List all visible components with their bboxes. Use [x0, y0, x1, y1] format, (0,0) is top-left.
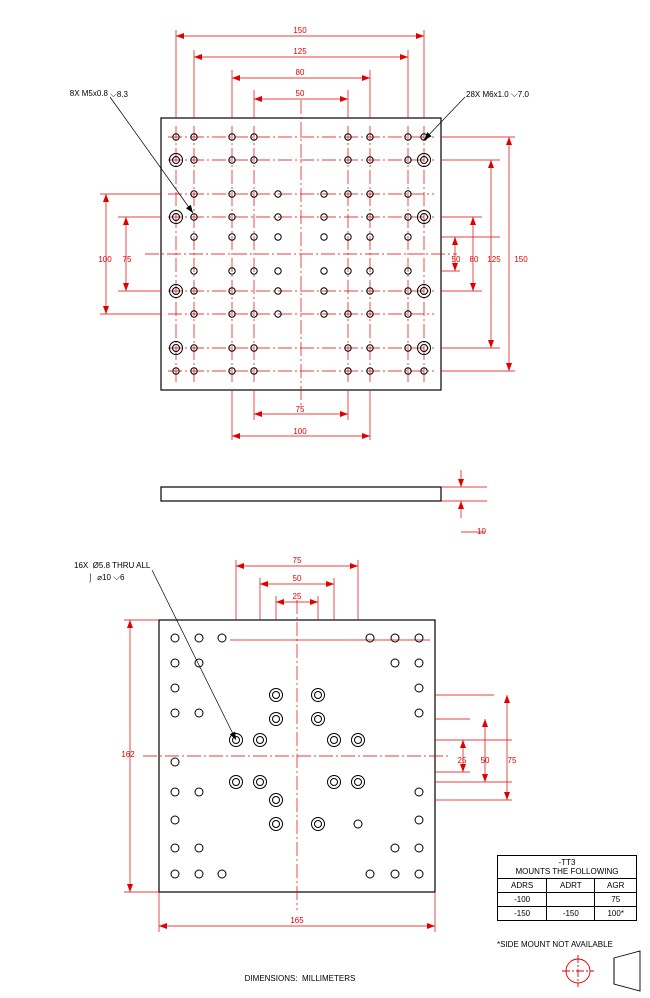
- dim-bv-right-50: 50: [480, 756, 490, 765]
- mounts-table-block: [497, 855, 637, 921]
- dim-left-75: 75: [122, 255, 132, 264]
- dim-bottom-100: 100: [293, 427, 307, 436]
- table-cell: -150: [547, 907, 595, 921]
- dim-top-150: 150: [293, 26, 307, 35]
- callout-thru-holes-line2: ⌡ ⌀10 ⌵6: [88, 572, 125, 582]
- dim-right-80: 80: [469, 255, 479, 264]
- table-cell: -150: [498, 907, 547, 921]
- dim-bottom-75: 75: [295, 405, 305, 414]
- dim-top-80: 80: [295, 68, 305, 77]
- table-header-adrs: ADRS: [498, 879, 547, 893]
- callout-m5-label: 8X M5x0.8: [69, 89, 108, 98]
- dim-bv-right-25: 25: [457, 756, 467, 765]
- table-header-adrt: ADRT: [547, 879, 595, 893]
- dim-bv-right-75: 75: [507, 756, 517, 765]
- table-title-line2: MOUNTS THE FOLLOWING: [498, 867, 637, 879]
- dim-bv-left-162: 162: [121, 750, 135, 759]
- table-cell: 100*: [595, 907, 637, 921]
- first-angle-projection-symbol: [562, 955, 594, 987]
- dim-top-125: 125: [293, 47, 307, 56]
- table-cell: [547, 893, 595, 907]
- table-cell: 75: [595, 893, 637, 907]
- dim-right-150: 150: [514, 255, 528, 264]
- dim-bv-top-75: 75: [292, 556, 302, 565]
- dim-bv-bottom-165: 165: [290, 916, 304, 925]
- side-view-dimensions: [441, 470, 487, 532]
- projection-cone-symbol: [614, 951, 640, 991]
- dim-bv-top-50: 50: [292, 574, 302, 583]
- callout-m6-label: 28X M6x1.0 ⌵7.0: [466, 89, 529, 99]
- table-header-agr: AGR: [595, 879, 637, 893]
- dim-left-100: 100: [98, 255, 112, 264]
- mounts-table: [497, 855, 637, 921]
- units-note: DIMENSIONS: MILLIMETERS: [244, 974, 356, 983]
- dim-top-50: 50: [295, 89, 305, 98]
- dim-right-125: 125: [487, 255, 501, 264]
- table-row: [498, 893, 637, 907]
- side-mount-note: *SIDE MOUNT NOT AVAILABLE: [497, 940, 613, 949]
- table-title-line1: -TT3: [498, 856, 637, 868]
- side-view-plate: [161, 487, 441, 501]
- dim-bv-top-25: 25: [292, 592, 302, 601]
- table-cell: -100: [498, 893, 547, 907]
- table-row: [498, 907, 637, 921]
- dim-thickness-10: 10: [477, 527, 486, 536]
- callout-m5-depth: ⌵8.3: [110, 89, 128, 99]
- callout-thru-holes-line1: 16X Ø5.8 THRU ALL: [74, 561, 151, 570]
- dim-right-50: 50: [451, 255, 461, 264]
